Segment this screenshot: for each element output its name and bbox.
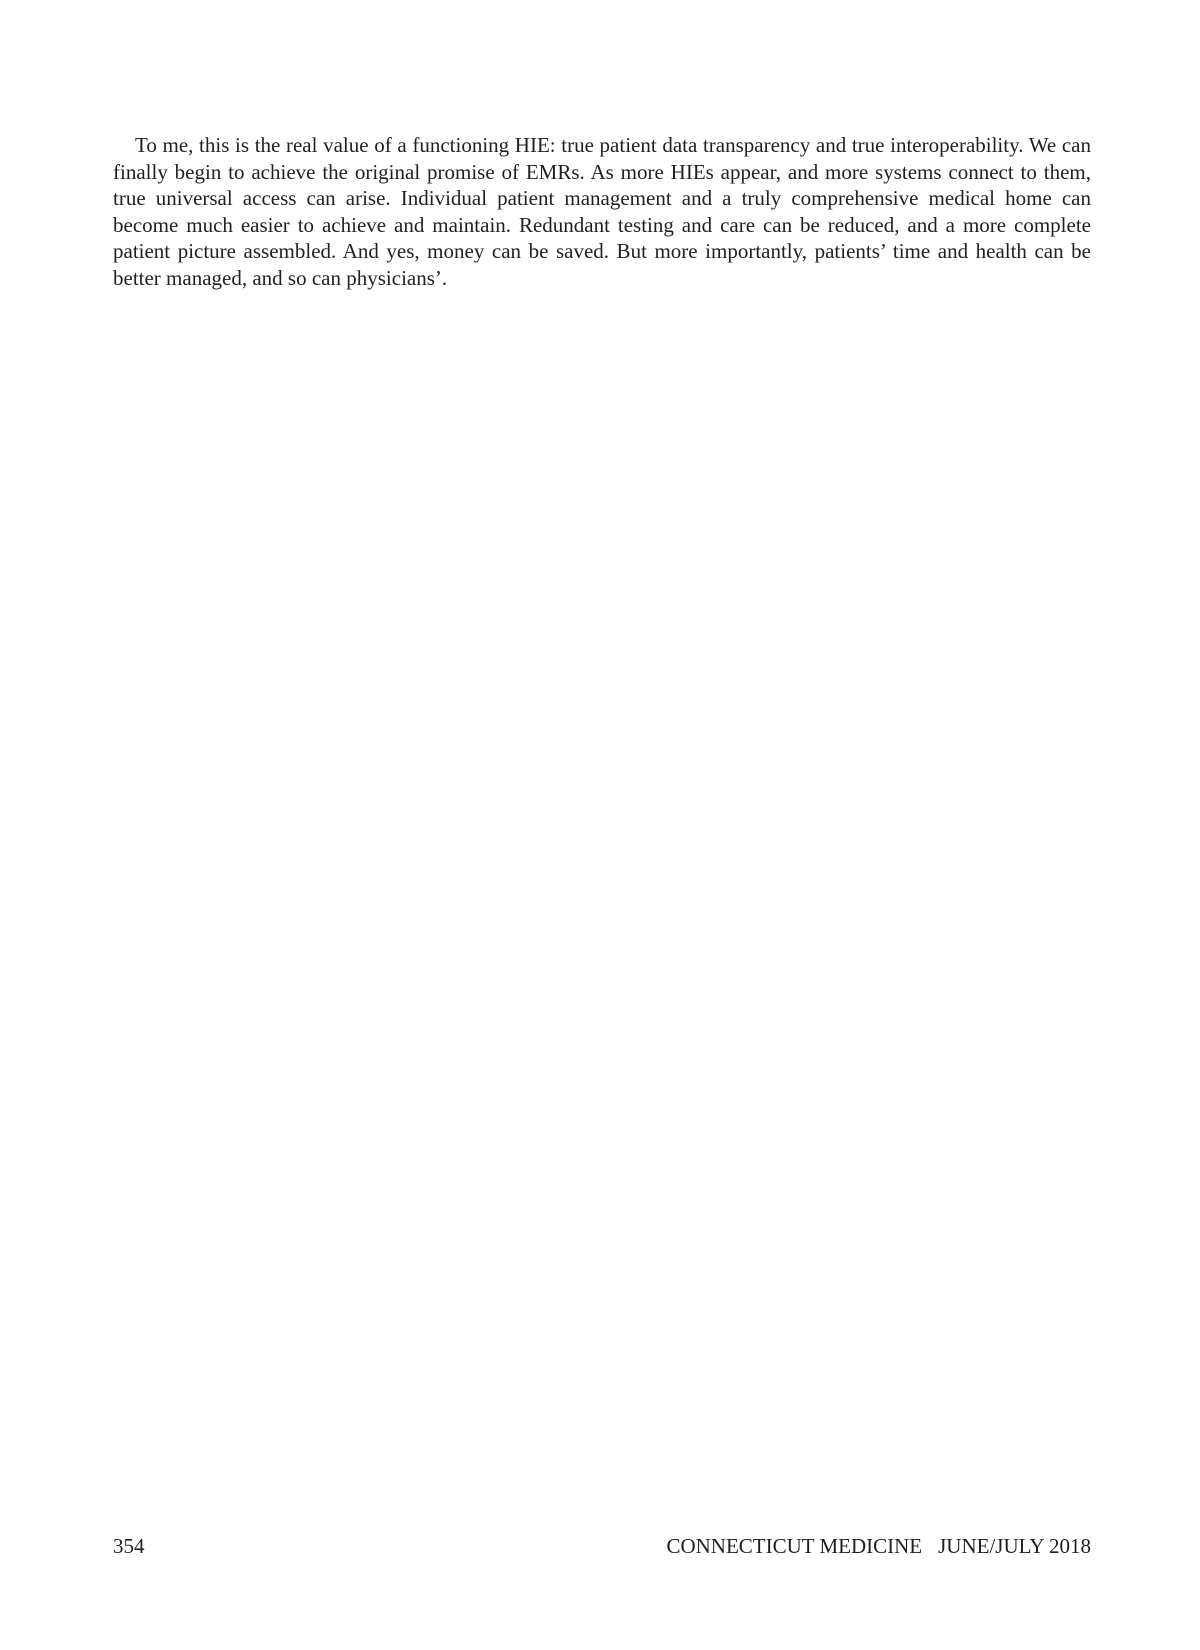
running-footer (666, 1531, 1091, 1561)
page-number: 354 (113, 1534, 145, 1558)
journal-title: CONNECTICUT MEDICINE (666, 1534, 923, 1558)
issue-date: JUNE/JULY 2018 (938, 1534, 1091, 1558)
body-paragraph: To me, this is the real value of a functioning HIE: true patient data transparency and true interoperability. We can finally begin to achieve the original promise of EMRs. As more HIEs appear, and more systems connect to them, true universal access can arise. Individual patient management and a truly comprehensive medical home can become much easier to achieve and maintain. Redundant testing and care can be reduced, and a more complete patient picture assembled. And yes, money can be saved. But more importantly, patients’ time and health can be better managed, and so can physicians’. (113, 133, 1091, 290)
page-footer (113, 1531, 1091, 1561)
